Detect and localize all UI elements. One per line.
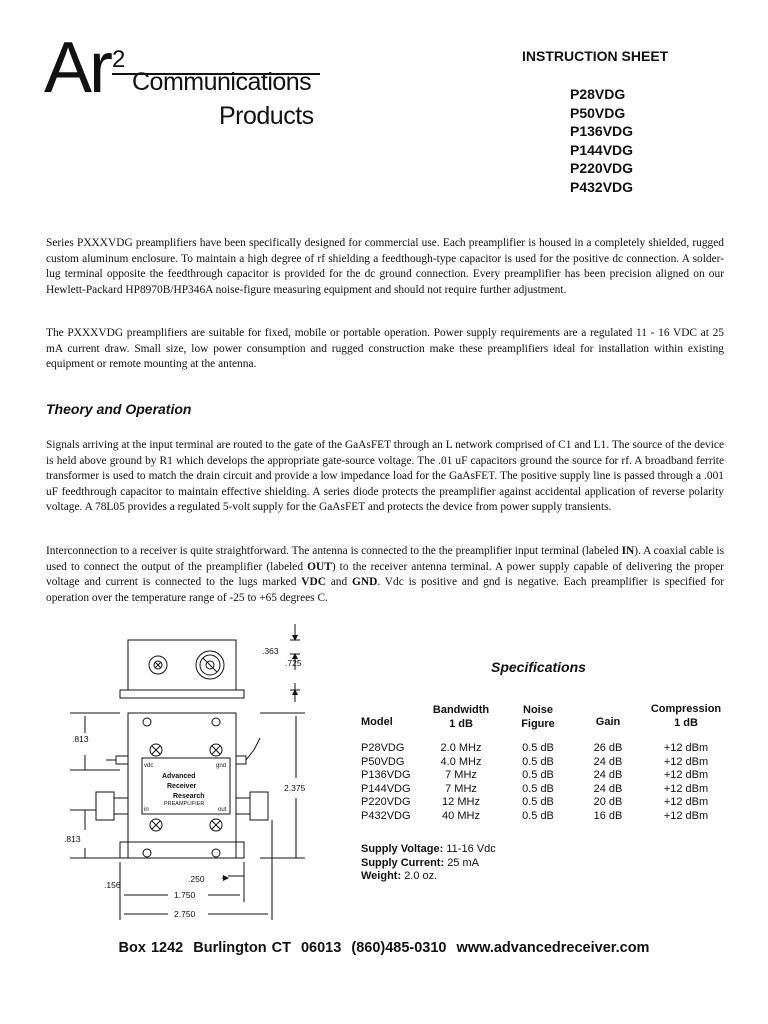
table-cell: 16 dB xyxy=(593,809,623,822)
text-run: . Vdc is positive and gnd is negative. Each preamplifier is specified for operation over the temperature range of -25 to +65 degrees C. xyxy=(46,576,724,604)
header-noise-figure xyxy=(510,703,566,731)
header-gain: Gain xyxy=(595,716,621,728)
table-cell: +12 dBm xyxy=(663,769,709,781)
supply-current-row xyxy=(361,857,496,871)
label-out: OUT xyxy=(307,560,332,573)
table-cell: +12 dBm xyxy=(663,755,709,768)
dim-156: .156 xyxy=(104,880,121,890)
theory-paragraph-1: Signals arriving at the input terminal are routed to the gate of the GaAsFET through an L network comprised of C1 and L1. The source of the device is held above ground by R1 which develops the appropriate gate-source voltage. The .01 uF capacitors ground the source for rf. A broadband ferrite transformer is used to match the drain circuit and provide a low impedance load for the GaAsFET. The positive supply line is passed through a .001 uF feedthrough capacitor to maintain effective shielding. A series diode protects the preamplifier against accidental application of reverse polarity voltage. A 78L05 provides a regulated 5-volt supply for the GaAsFET and protects the device from power supply transients. xyxy=(46,439,724,514)
table-cell: +12 dBm xyxy=(663,796,709,808)
supply-current-label: Supply Current: xyxy=(361,856,445,869)
side-view-base xyxy=(120,690,244,698)
table-cell: 26 dB xyxy=(593,742,623,754)
theory-paragraph-2 xyxy=(46,544,724,606)
dim-2750: 2.750 xyxy=(174,909,196,919)
logo-products: Products xyxy=(219,102,314,130)
plate-brand-1: Advanced xyxy=(162,773,196,780)
dim-725: .725 xyxy=(285,658,302,668)
table-cell: 2.0 MHz xyxy=(440,742,482,754)
table-cell: 0.5 dB xyxy=(522,769,554,781)
table-cell: 4.0 MHz xyxy=(440,755,482,768)
table-cell: 0.5 dB xyxy=(522,796,554,808)
label-gnd: GND xyxy=(352,576,378,589)
table-cell: 24 dB xyxy=(593,782,623,795)
model-item: P136VDG xyxy=(570,123,634,139)
column-gain xyxy=(585,742,631,823)
table-cell: +12 dBm xyxy=(663,742,709,754)
text-run: and xyxy=(325,576,353,589)
intro-paragraph-1: Series PXXXVDG preamplifiers have been specifically designed for commercial use. Each preamplifier is housed in a completely shielded, rugged custom aluminum enclosure. To maintain a high degree of rf shielding a feedthough-type capacitor is used for the positive dc connection. A solder-lug terminal opposite the feedthrough capacitor is provided for the dc ground connection. Every preamplifier has been precision aligned on our Hewlett-Packard HP8970B/HP346A noise-figure measuring equipment and should not require further adjustment. xyxy=(46,237,724,296)
plate-brand-3: Research xyxy=(173,793,205,800)
supply-voltage-label: Supply Voltage: xyxy=(361,843,444,855)
weight-row xyxy=(361,870,496,884)
text-run: ). A coaxial cable is used to connect the output of the preamplifier (labeled xyxy=(46,545,725,573)
table-cell: P50VDG xyxy=(361,755,405,768)
table-cell: 40 MHz xyxy=(442,809,480,822)
table-cell: 0.5 dB xyxy=(522,809,554,822)
plate-brand-2: Receiver xyxy=(167,783,197,790)
table-cell: 0.5 dB xyxy=(522,742,554,754)
table-cell: P136VDG xyxy=(361,769,411,781)
label-vdc: VDC xyxy=(301,576,326,589)
column-compression xyxy=(644,742,728,823)
theory-heading: Theory and Operation xyxy=(46,401,192,417)
table-cell: P432VDG xyxy=(361,809,411,822)
table-cell: 7 MHz xyxy=(445,769,477,781)
header-text: Noise xyxy=(523,704,553,716)
table-cell: 0.5 dB xyxy=(522,755,554,768)
table-cell: 0.5 dB xyxy=(522,782,554,795)
model-item: P28VDG xyxy=(570,86,626,102)
model-item: P432VDG xyxy=(570,178,634,195)
dim-250: .250 xyxy=(188,874,205,884)
dim-1750: 1.750 xyxy=(174,890,196,900)
logo-superscript: 2 xyxy=(112,46,126,73)
dim-2375: 2.375 xyxy=(284,783,306,793)
logo-ar: Ar xyxy=(44,28,110,108)
weight-value: 2.0 oz. xyxy=(404,870,438,882)
table-cell: +12 dBm xyxy=(663,809,709,822)
plate-out: out xyxy=(218,807,227,813)
supply-current-value: 25 mA xyxy=(447,856,479,869)
plate-in: in xyxy=(144,807,149,813)
specs-heading: Specifications xyxy=(491,659,586,675)
table-cell: 20 dB xyxy=(593,796,623,808)
bnc-input-connector xyxy=(96,792,114,820)
table-cell: P28VDG xyxy=(361,742,405,754)
model-item: P50VDG xyxy=(570,104,626,121)
header-text: Compression xyxy=(650,703,722,715)
dim-813-top: .813 xyxy=(72,734,89,744)
intro-paragraph-2: The PXXXVDG preamplifiers are suitable for fixed, mobile or portable operation. Power supply requirements are a regulated 11 - 16 VDC at 25 mA current draw. Small size, low power consumption and rugged construction make these preamplifiers ideal for installation within existing equipment or remote mounting at the antenna. xyxy=(46,327,724,371)
column-model xyxy=(361,742,411,823)
plate-product: PREAMPLIFIER xyxy=(164,801,205,807)
header-compression xyxy=(644,702,728,730)
table-cell: P220VDG xyxy=(361,796,411,808)
footer-contact: Box 1242 Burlington CT 06013 (860)485-0310 www.advancedreceiver.com xyxy=(118,940,650,956)
supply-voltage-row xyxy=(361,843,496,857)
sheet-title: INSTRUCTION SHEET xyxy=(522,48,669,64)
model-item: P220VDG xyxy=(570,160,634,176)
mechanical-drawing xyxy=(60,620,360,925)
supply-info xyxy=(361,843,496,884)
header-text: Bandwidth xyxy=(432,704,490,716)
text-run: Interconnection to a receiver is quite straightforward. The antenna is connected to the the preamplifier input terminal (labeled xyxy=(46,545,622,557)
plate-vdc: vdc xyxy=(144,763,154,769)
header-text: 1 dB xyxy=(674,717,698,729)
column-bandwidth xyxy=(420,742,502,823)
table-cell: 12 MHz xyxy=(442,796,480,808)
plate-gnd: gnd xyxy=(216,763,227,769)
model-list xyxy=(570,85,633,196)
header-text: Figure xyxy=(521,718,555,730)
dim-813-bottom: .813 xyxy=(64,834,81,844)
table-cell: +12 dBm xyxy=(663,782,709,795)
header-text: 1 dB xyxy=(449,718,473,730)
header-bandwidth xyxy=(420,703,502,731)
header-model: Model xyxy=(361,716,393,728)
label-in: IN xyxy=(621,545,635,557)
table-cell: 24 dB xyxy=(593,769,623,781)
table-cell: P144VDG xyxy=(361,782,411,795)
table-cell: 7 MHz xyxy=(445,782,477,795)
text-run: ) to the receiver antenna terminal. A power supply capable of delivering the proper voltage and current is connected to the lugs marked xyxy=(46,560,724,589)
dim-363: .363 xyxy=(262,646,279,656)
model-item: P144VDG xyxy=(570,141,634,158)
table-cell: 24 dB xyxy=(593,755,623,768)
logo-communications: Communications xyxy=(132,68,312,96)
bnc-output-connector xyxy=(250,792,268,820)
weight-label: Weight: xyxy=(361,870,402,882)
supply-voltage-value: 11-16 Vdc xyxy=(446,843,496,855)
column-noise-figure xyxy=(510,742,566,823)
